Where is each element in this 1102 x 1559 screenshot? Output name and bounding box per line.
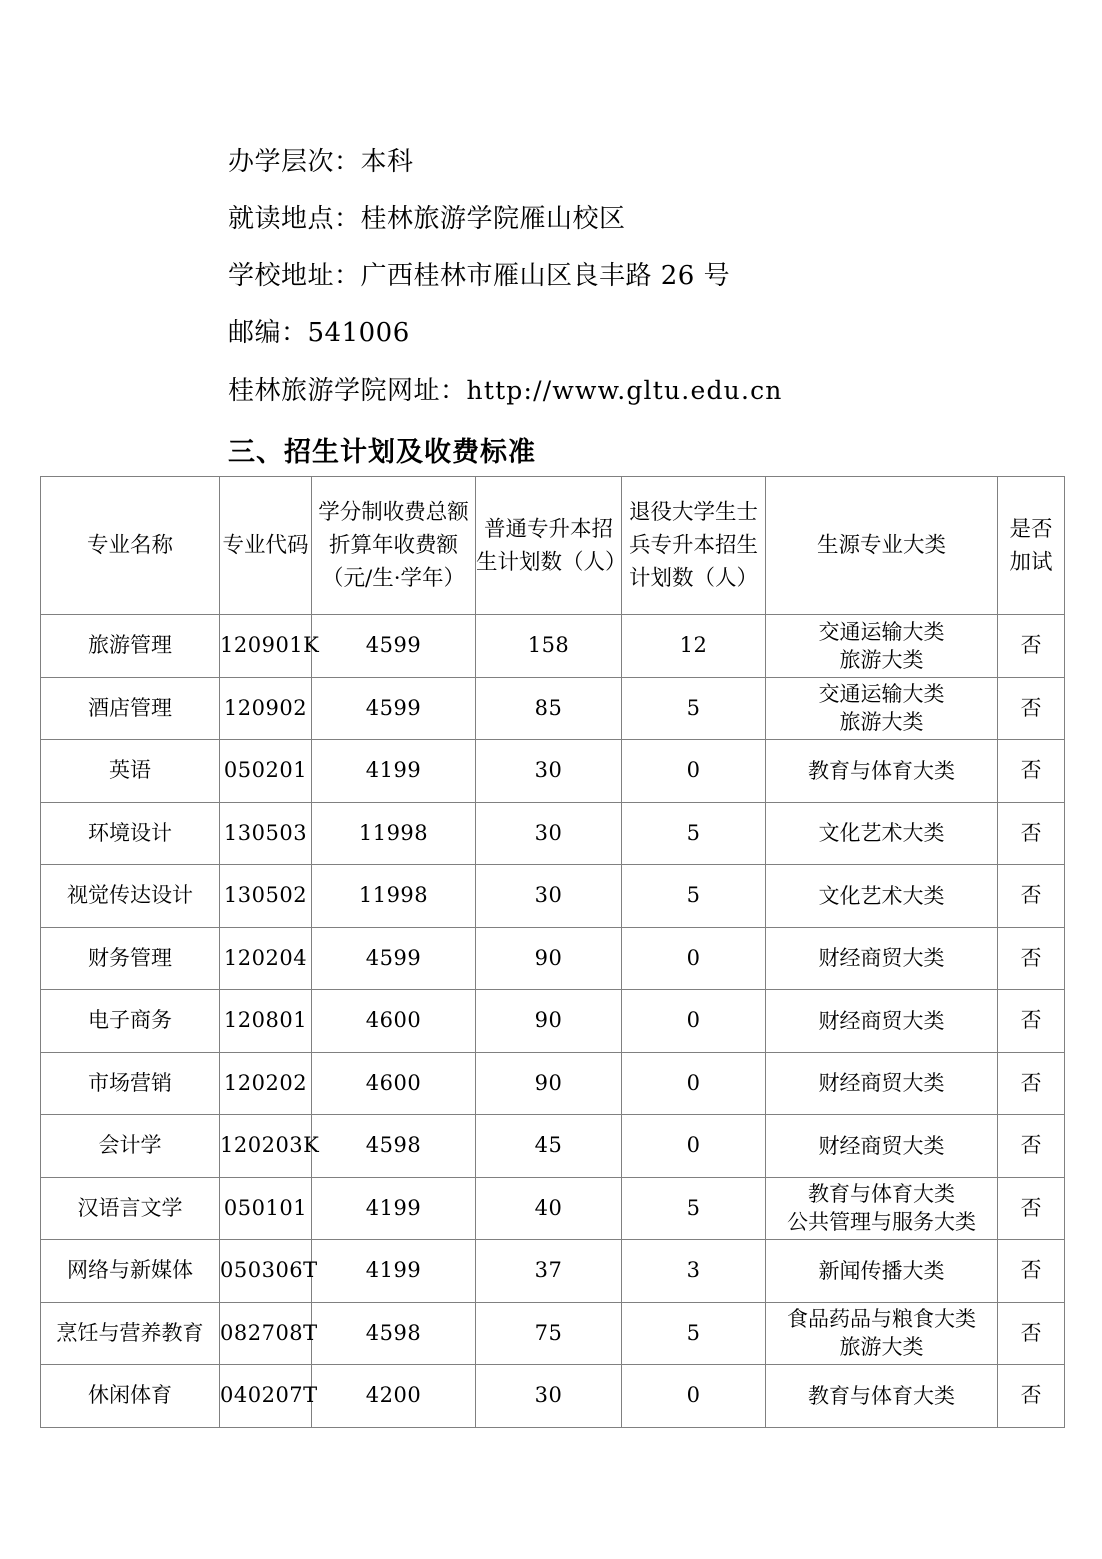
cell-extra-exam: 否 xyxy=(998,1115,1065,1178)
cell-source-category xyxy=(766,865,998,928)
cell-extra-exam: 否 xyxy=(998,1240,1065,1303)
enrollment-plan-table xyxy=(40,476,1065,1428)
cell-fee: 11998 xyxy=(312,802,476,865)
cell-major-code: 130502 xyxy=(220,865,312,928)
header-major-code: 专业代码 xyxy=(220,477,312,615)
cell-major-name: 汉语言文学 xyxy=(41,1177,220,1240)
cell-fee: 4598 xyxy=(312,1302,476,1365)
source-category-line: 旅游大类 xyxy=(839,1335,924,1360)
cell-source-category xyxy=(766,1365,998,1428)
cell-plan-general: 90 xyxy=(476,990,622,1053)
table-row xyxy=(41,1177,1065,1240)
cell-major-code: 130503 xyxy=(220,802,312,865)
cell-plan-veteran: 0 xyxy=(622,990,766,1053)
header-plan-veteran-line1: 退役大学生士 xyxy=(628,500,758,525)
table-row xyxy=(41,1115,1065,1178)
table-header-row xyxy=(41,477,1065,615)
table-row xyxy=(41,802,1065,865)
cell-major-code: 120204 xyxy=(220,927,312,990)
cell-major-code: 120202 xyxy=(220,1052,312,1115)
cell-extra-exam: 否 xyxy=(998,677,1065,740)
source-category-line: 公共管理与服务大类 xyxy=(787,1210,976,1235)
source-category-line: 旅游大类 xyxy=(839,710,924,735)
cell-major-name: 电子商务 xyxy=(41,990,220,1053)
cell-fee: 4598 xyxy=(312,1115,476,1178)
cell-extra-exam: 否 xyxy=(998,740,1065,803)
cell-major-name: 环境设计 xyxy=(41,802,220,865)
cell-plan-general: 40 xyxy=(476,1177,622,1240)
cell-source-category xyxy=(766,740,998,803)
cell-plan-general: 30 xyxy=(476,802,622,865)
cell-major-code: 082708T xyxy=(220,1302,312,1365)
cell-source-category xyxy=(766,615,998,678)
cell-extra-exam: 否 xyxy=(998,1177,1065,1240)
cell-major-code: 050306T xyxy=(220,1240,312,1303)
cell-plan-general: 37 xyxy=(476,1240,622,1303)
table-row xyxy=(41,1365,1065,1428)
cell-plan-general: 45 xyxy=(476,1115,622,1178)
cell-major-name: 视觉传达设计 xyxy=(41,865,220,928)
website-url: http://www.gltu.edu.cn xyxy=(466,376,783,405)
cell-plan-veteran: 0 xyxy=(622,927,766,990)
intro-line-postcode: 邮编：541006 xyxy=(228,318,410,348)
source-category-line: 食品药品与粮食大类 xyxy=(787,1307,976,1332)
header-major-name: 专业名称 xyxy=(41,477,220,615)
section-heading: 三、招生计划及收费标准 xyxy=(228,437,536,468)
cell-major-name: 网络与新媒体 xyxy=(41,1240,220,1303)
intro-line-address: 学校地址：广西桂林市雁山区良丰路 26 号 xyxy=(228,261,731,291)
cell-plan-veteran: 0 xyxy=(622,740,766,803)
cell-major-name: 旅游管理 xyxy=(41,615,220,678)
cell-fee: 4199 xyxy=(312,1240,476,1303)
cell-extra-exam: 否 xyxy=(998,1052,1065,1115)
cell-extra-exam: 否 xyxy=(998,615,1065,678)
header-extra-exam-line1: 是否 xyxy=(1009,516,1053,542)
header-fee-line2: 折算年收费额 xyxy=(328,533,458,558)
cell-plan-general: 30 xyxy=(476,1365,622,1428)
cell-source-category xyxy=(766,1177,998,1240)
header-plan-veteran-line2: 兵专升本招生 xyxy=(628,533,758,558)
table-row xyxy=(41,1302,1065,1365)
cell-fee: 4599 xyxy=(312,677,476,740)
header-extra-exam xyxy=(998,477,1065,615)
source-category-line: 财经商贸大类 xyxy=(818,1071,945,1096)
source-category-line: 交通运输大类 xyxy=(818,682,945,707)
cell-extra-exam: 否 xyxy=(998,1365,1065,1428)
cell-extra-exam: 否 xyxy=(998,1302,1065,1365)
cell-major-code: 050101 xyxy=(220,1177,312,1240)
cell-source-category xyxy=(766,1240,998,1303)
cell-source-category xyxy=(766,927,998,990)
source-category-line: 教育与体育大类 xyxy=(808,1383,955,1408)
cell-plan-veteran: 5 xyxy=(622,802,766,865)
intro-text-block xyxy=(228,134,1028,420)
cell-plan-veteran: 5 xyxy=(622,1302,766,1365)
table-row xyxy=(41,990,1065,1053)
cell-major-name: 英语 xyxy=(41,740,220,803)
cell-plan-veteran: 5 xyxy=(622,1177,766,1240)
header-plan-general-line1: 普通专升本招 xyxy=(483,516,613,542)
cell-plan-general: 90 xyxy=(476,1052,622,1115)
header-plan-veteran xyxy=(622,477,766,615)
intro-line-campus: 就读地点：桂林旅游学院雁山校区 xyxy=(228,204,626,234)
source-category-line: 交通运输大类 xyxy=(818,619,945,644)
source-category-line: 旅游大类 xyxy=(839,647,924,672)
cell-major-code: 120902 xyxy=(220,677,312,740)
table-row xyxy=(41,1240,1065,1303)
header-fee-line3: （元/生·学年） xyxy=(321,566,466,591)
cell-plan-general: 30 xyxy=(476,865,622,928)
source-category-line: 教育与体育大类 xyxy=(808,1182,955,1207)
source-category-line: 文化艺术大类 xyxy=(818,821,945,846)
cell-plan-general: 85 xyxy=(476,677,622,740)
source-category-line: 财经商贸大类 xyxy=(818,1008,945,1033)
cell-fee: 4199 xyxy=(312,1177,476,1240)
cell-major-code: 040207T xyxy=(220,1365,312,1428)
cell-plan-general: 75 xyxy=(476,1302,622,1365)
cell-fee: 4599 xyxy=(312,927,476,990)
cell-major-code: 120901K xyxy=(220,615,312,678)
source-category-line: 财经商贸大类 xyxy=(818,946,945,971)
cell-major-name: 烹饪与营养教育 xyxy=(41,1302,220,1365)
source-category-line: 文化艺术大类 xyxy=(818,883,945,908)
cell-major-code: 120801 xyxy=(220,990,312,1053)
table-row xyxy=(41,677,1065,740)
cell-extra-exam: 否 xyxy=(998,990,1065,1053)
cell-fee: 4199 xyxy=(312,740,476,803)
cell-plan-veteran: 12 xyxy=(622,615,766,678)
source-category-line: 教育与体育大类 xyxy=(808,758,955,783)
header-fee xyxy=(312,477,476,615)
source-category-line: 财经商贸大类 xyxy=(818,1133,945,1158)
cell-plan-general: 90 xyxy=(476,927,622,990)
table-row xyxy=(41,927,1065,990)
cell-plan-general: 158 xyxy=(476,615,622,678)
cell-extra-exam: 否 xyxy=(998,927,1065,990)
cell-source-category xyxy=(766,1115,998,1178)
table-row xyxy=(41,740,1065,803)
table-row xyxy=(41,615,1065,678)
intro-line-website xyxy=(228,362,1028,420)
cell-plan-veteran: 0 xyxy=(622,1365,766,1428)
cell-major-code: 050201 xyxy=(220,740,312,803)
intro-line-level: 办学层次：本科 xyxy=(228,147,414,177)
cell-major-name: 市场营销 xyxy=(41,1052,220,1115)
cell-plan-veteran: 5 xyxy=(622,677,766,740)
cell-major-name: 会计学 xyxy=(41,1115,220,1178)
cell-source-category xyxy=(766,1052,998,1115)
header-fee-line1: 学分制收费总额 xyxy=(318,500,469,525)
cell-source-category xyxy=(766,802,998,865)
cell-source-category xyxy=(766,677,998,740)
header-source-category: 生源专业大类 xyxy=(766,477,998,615)
cell-major-code: 120203K xyxy=(220,1115,312,1178)
cell-major-name: 财务管理 xyxy=(41,927,220,990)
cell-plan-veteran: 0 xyxy=(622,1052,766,1115)
header-plan-general-line2: 生计划数（人） xyxy=(476,549,627,575)
cell-fee: 4600 xyxy=(312,1052,476,1115)
table-row xyxy=(41,1052,1065,1115)
source-category-line: 新闻传播大类 xyxy=(818,1258,945,1283)
cell-fee: 4599 xyxy=(312,615,476,678)
cell-plan-general: 30 xyxy=(476,740,622,803)
cell-fee: 4200 xyxy=(312,1365,476,1428)
cell-extra-exam: 否 xyxy=(998,802,1065,865)
cell-plan-veteran: 5 xyxy=(622,865,766,928)
table-body xyxy=(41,615,1065,1428)
cell-major-name: 休闲体育 xyxy=(41,1365,220,1428)
cell-major-name: 酒店管理 xyxy=(41,677,220,740)
website-label: 桂林旅游学院网址： xyxy=(228,376,467,406)
table-row xyxy=(41,865,1065,928)
cell-plan-veteran: 0 xyxy=(622,1115,766,1178)
cell-fee: 11998 xyxy=(312,865,476,928)
cell-plan-veteran: 3 xyxy=(622,1240,766,1303)
header-plan-veteran-line3: 计划数（人） xyxy=(628,566,758,591)
cell-source-category xyxy=(766,1302,998,1365)
cell-source-category xyxy=(766,990,998,1053)
cell-fee: 4600 xyxy=(312,990,476,1053)
header-extra-exam-line2: 加试 xyxy=(1009,549,1053,575)
cell-extra-exam: 否 xyxy=(998,865,1065,928)
header-plan-general xyxy=(476,477,627,615)
